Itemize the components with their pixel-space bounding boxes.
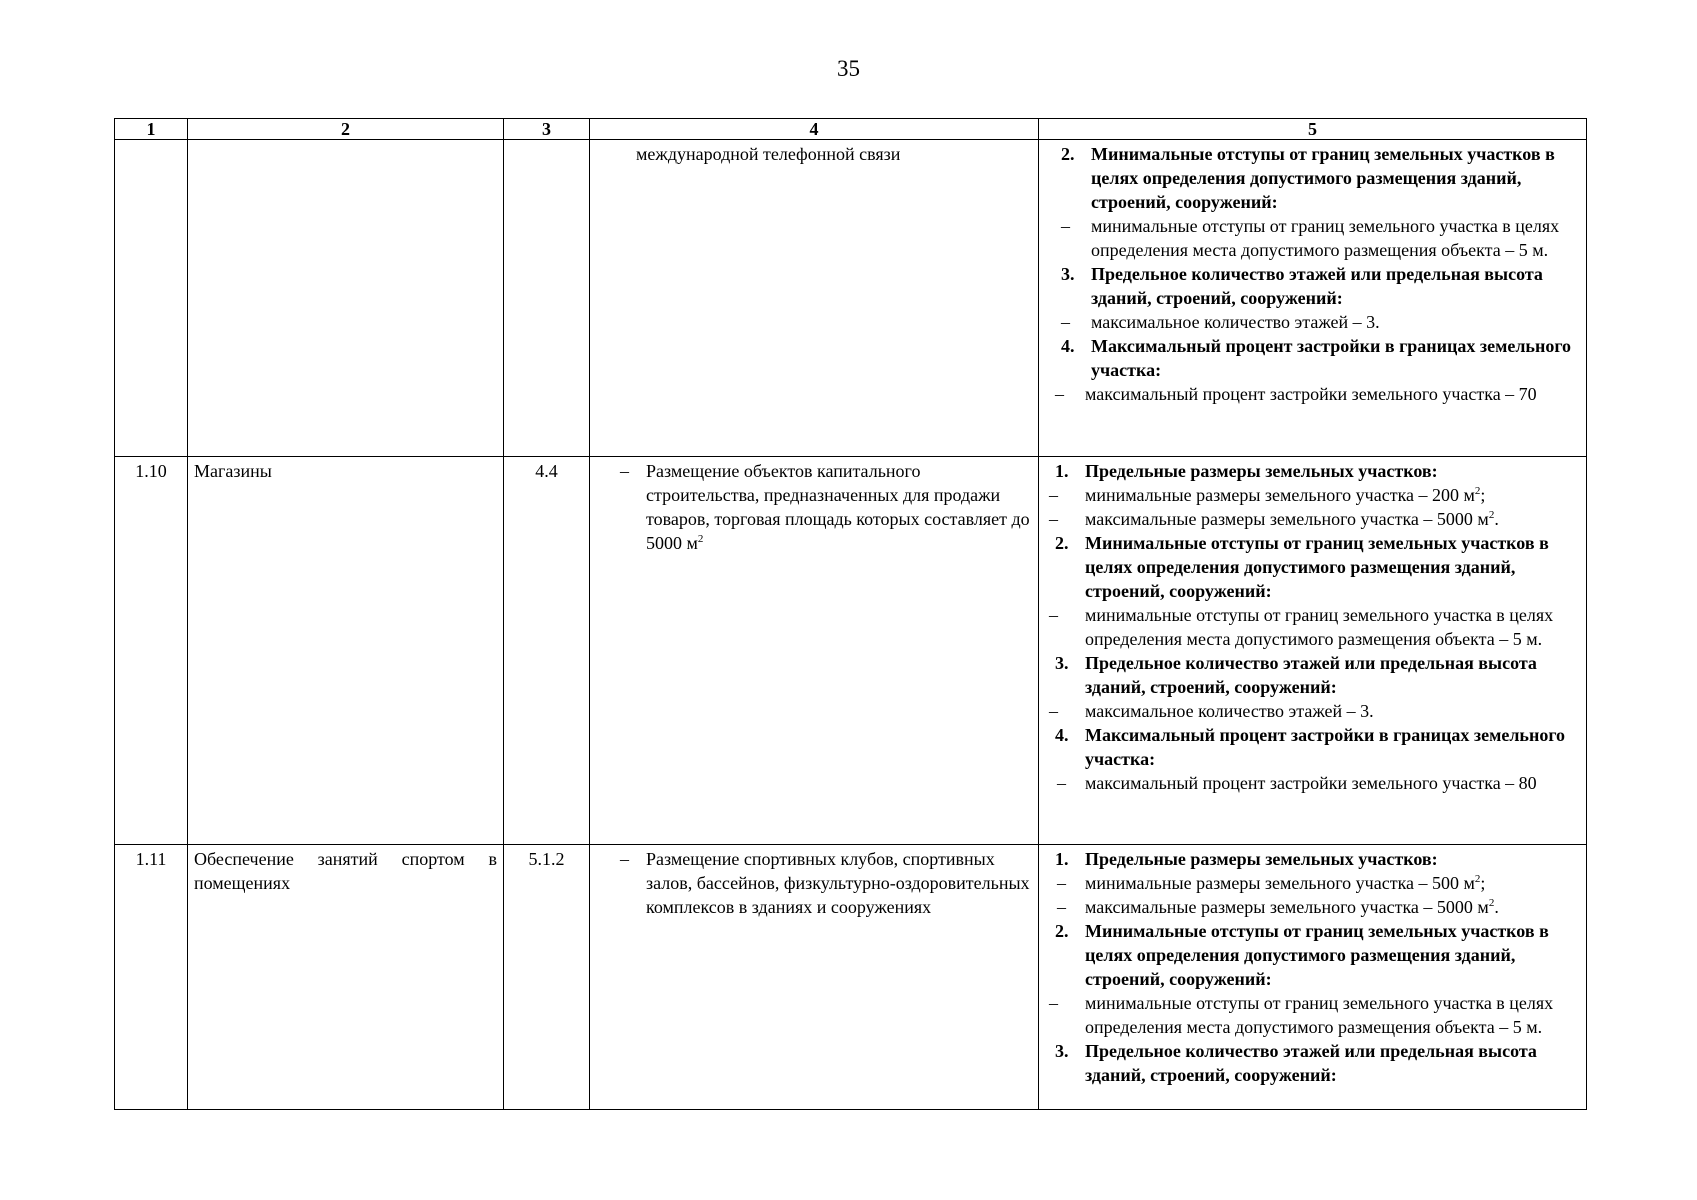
punctuation: . <box>1494 509 1499 529</box>
param-value: максимальный процент застройки земельного участка – 80 <box>1085 773 1537 793</box>
punctuation: ; <box>1480 485 1486 505</box>
dash-marker: – <box>620 849 629 869</box>
row-description <box>590 457 1039 845</box>
page-number: 35 <box>837 56 860 81</box>
dash-marker: – <box>1057 773 1066 793</box>
header-col-2: 2 <box>188 119 504 140</box>
row-name <box>188 140 504 457</box>
param-item <box>1045 847 1580 871</box>
row-name: Обеспечение занятий спортом в помещениях <box>188 845 504 1110</box>
dash-marker: – <box>1049 605 1058 625</box>
dash-marker: – <box>620 461 629 481</box>
dash-marker: – <box>1049 485 1058 505</box>
param-value: минимальные размеры земельного участка – 200 м <box>1085 485 1475 505</box>
param-item <box>1045 483 1580 507</box>
param-value: минимальные размеры земельного участка – 500 м <box>1085 873 1475 893</box>
param-item <box>1045 459 1580 483</box>
param-heading: Предельные размеры земельных участков: <box>1085 849 1438 869</box>
param-heading: Минимальные отступы от границ земельных участков в целях определения допустимого размещения зданий, строений, сооружений: <box>1091 144 1555 212</box>
dash-marker: – <box>1057 897 1066 917</box>
param-value: минимальные отступы от границ земельного участка в целях определения места допустимого размещения объекта – 5 м. <box>1085 993 1554 1037</box>
row-code: 5.1.2 <box>504 845 590 1110</box>
param-item <box>1045 262 1580 310</box>
param-heading: Предельное количество этажей или предельная высота зданий, строений, сооружений: <box>1085 1041 1537 1085</box>
table-row <box>115 140 1587 457</box>
param-item <box>1045 651 1580 699</box>
superscript: 2 <box>1488 897 1495 909</box>
param-heading: Предельные размеры земельных участков: <box>1085 461 1438 481</box>
param-item <box>1045 919 1580 991</box>
param-value: максимальное количество этажей – 3. <box>1085 701 1374 721</box>
row-number: 1.10 <box>115 457 188 845</box>
superscript: 2 <box>1488 509 1495 521</box>
item-number: 4. <box>1055 725 1069 745</box>
table-row <box>115 845 1587 1110</box>
row-parameters <box>1039 845 1587 1110</box>
dash-marker: – <box>1061 312 1070 332</box>
item-number: 1. <box>1055 461 1069 481</box>
param-item <box>1045 142 1580 214</box>
param-item <box>1045 771 1580 795</box>
superscript: 2 <box>697 533 704 545</box>
row-code <box>504 140 590 457</box>
param-item <box>1045 531 1580 603</box>
description-text: Размещение спортивных клубов, спортивных залов, бассейнов, физкультурно-оздоровительных комплексов в зданиях и сооружениях <box>646 849 1030 917</box>
param-value: минимальные отступы от границ земельного участка в целях определения места допустимого размещения объекта – 5 м. <box>1091 216 1560 260</box>
param-item <box>1045 871 1580 895</box>
param-heading: Максимальный процент застройки в границах земельного участка: <box>1091 336 1572 380</box>
item-number: 2. <box>1055 533 1069 553</box>
row-description <box>590 845 1039 1110</box>
row-number: 1.11 <box>115 845 188 1110</box>
superscript: 2 <box>1474 873 1481 885</box>
header-col-4: 4 <box>590 119 1039 140</box>
item-number: 3. <box>1055 653 1069 673</box>
param-item <box>1045 1039 1580 1087</box>
description-text: международной телефонной связи <box>636 144 901 164</box>
dash-marker: – <box>1049 509 1058 529</box>
item-number: 2. <box>1055 921 1069 941</box>
param-item <box>1045 895 1580 919</box>
dash-marker: – <box>1055 384 1064 404</box>
param-value: максимальный процент застройки земельного участка – 70 <box>1085 384 1537 404</box>
param-heading: Предельное количество этажей или предельная высота зданий, строений, сооружений: <box>1091 264 1543 308</box>
param-value: максимальное количество этажей – 3. <box>1091 312 1380 332</box>
param-item <box>1045 699 1580 723</box>
item-number: 2. <box>1061 144 1075 164</box>
param-item <box>1045 991 1580 1039</box>
param-heading: Минимальные отступы от границ земельных участков в целях определения допустимого размещения зданий, строений, сооружений: <box>1085 533 1549 601</box>
dash-marker: – <box>1057 873 1066 893</box>
row-number <box>115 140 188 457</box>
param-item <box>1045 310 1580 334</box>
row-parameters <box>1039 457 1587 845</box>
item-number: 3. <box>1055 1041 1069 1061</box>
description-item <box>596 459 1032 555</box>
dash-marker: – <box>1061 216 1070 236</box>
param-item <box>1045 723 1580 771</box>
param-item <box>1045 603 1580 651</box>
header-col-5: 5 <box>1039 119 1587 140</box>
param-heading: Минимальные отступы от границ земельных участков в целях определения допустимого размещения зданий, строений, сооружений: <box>1085 921 1549 989</box>
row-parameters <box>1039 140 1587 457</box>
punctuation: . <box>1494 897 1499 917</box>
header-col-1: 1 <box>115 119 188 140</box>
item-number: 3. <box>1061 264 1075 284</box>
param-item <box>1045 214 1580 262</box>
dash-marker: – <box>1049 701 1058 721</box>
param-heading: Предельное количество этажей или предельная высота зданий, строений, сооружений: <box>1085 653 1537 697</box>
description-item <box>596 847 1032 919</box>
row-code: 4.4 <box>504 457 590 845</box>
header-col-3: 3 <box>504 119 590 140</box>
superscript: 2 <box>1474 485 1481 497</box>
item-number: 4. <box>1061 336 1075 356</box>
row-name: Магазины <box>188 457 504 845</box>
param-value: максимальные размеры земельного участка – 5000 м <box>1085 509 1489 529</box>
table-header-row <box>115 119 1587 140</box>
table-row <box>115 457 1587 845</box>
param-value: минимальные отступы от границ земельного участка в целях определения места допустимого размещения объекта – 5 м. <box>1085 605 1554 649</box>
item-number: 1. <box>1055 849 1069 869</box>
regulations-table <box>114 118 1587 1110</box>
punctuation: ; <box>1480 873 1486 893</box>
row-description <box>590 140 1039 457</box>
description-text: Размещение объектов капитального строительства, предназначенных для продажи товаров, торговая площадь которых составляет до 5000 м <box>646 461 1030 553</box>
param-heading: Максимальный процент застройки в границах земельного участка: <box>1085 725 1566 769</box>
dash-marker: – <box>1049 993 1058 1013</box>
param-value: максимальные размеры земельного участка – 5000 м <box>1085 897 1489 917</box>
param-item <box>1045 382 1580 406</box>
param-item <box>1045 507 1580 531</box>
param-item <box>1045 334 1580 382</box>
